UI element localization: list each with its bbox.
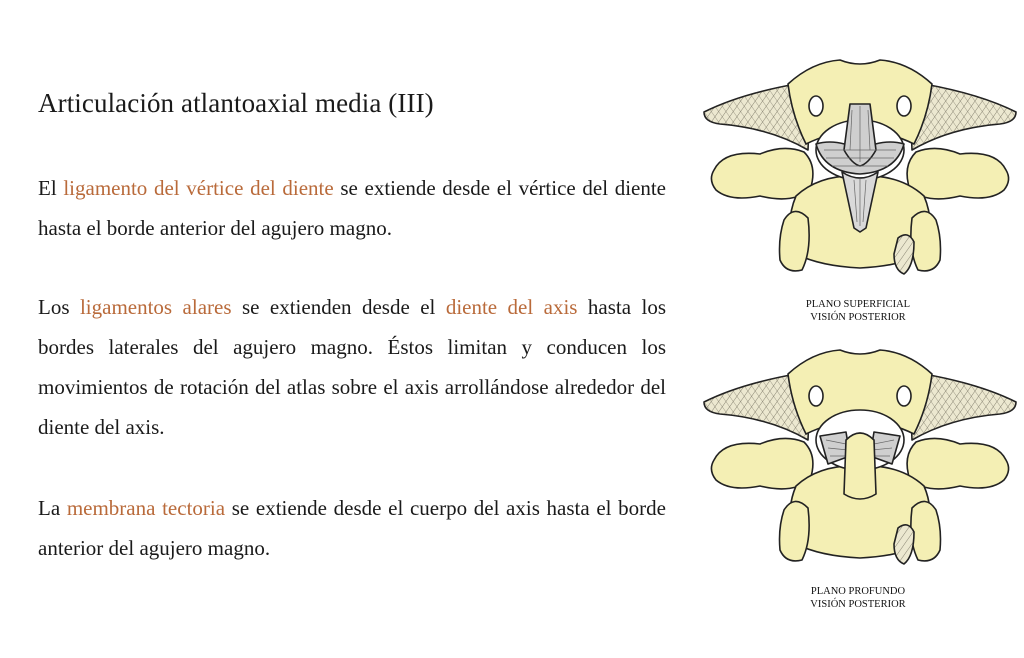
paragraph-apical-ligament <box>38 168 666 248</box>
text-span: se extiende desde el vértice del diente hasta el borde anterior del agujero magno. <box>38 176 666 240</box>
term-apical-ligament: ligamento del vértice del diente <box>63 176 334 200</box>
text-span: hasta los bordes laterales del agujero magno. Éstos limitan y conducen los movimientos de rotación del atlas sobre el axis arrollándose alrededor del diente del axis. <box>38 295 667 439</box>
figure-deep-plane <box>700 344 1020 574</box>
text-span: se extienden desde el <box>231 295 446 319</box>
term-alar-ligaments: ligamentos alares <box>79 295 232 319</box>
caption-line: VISIÓN POSTERIOR <box>810 312 906 323</box>
text-span: La <box>38 496 67 520</box>
page-title: Articulación atlantoaxial media (III) <box>38 88 434 118</box>
paragraph-alar-ligaments <box>38 287 666 447</box>
term-tectorial-membrane: membrana tectoria <box>66 496 226 520</box>
text-span: El <box>38 176 64 200</box>
text-span: se extiende desde el cuerpo del axis hasta el borde anterior del agujero magno. <box>38 496 666 560</box>
figure-superficial-plane <box>700 54 1020 284</box>
caption-deep <box>700 585 1016 611</box>
caption-line: PLANO PROFUNDO <box>810 586 906 597</box>
caption-line: PLANO SUPERFICIAL <box>805 299 911 310</box>
caption-superficial <box>700 298 1016 324</box>
text-span: Los <box>38 295 80 319</box>
caption-line: VISIÓN POSTERIOR <box>810 599 906 610</box>
term-dens-of-axis: diente del axis <box>445 295 578 319</box>
paragraph-tectorial-membrane <box>38 488 666 568</box>
